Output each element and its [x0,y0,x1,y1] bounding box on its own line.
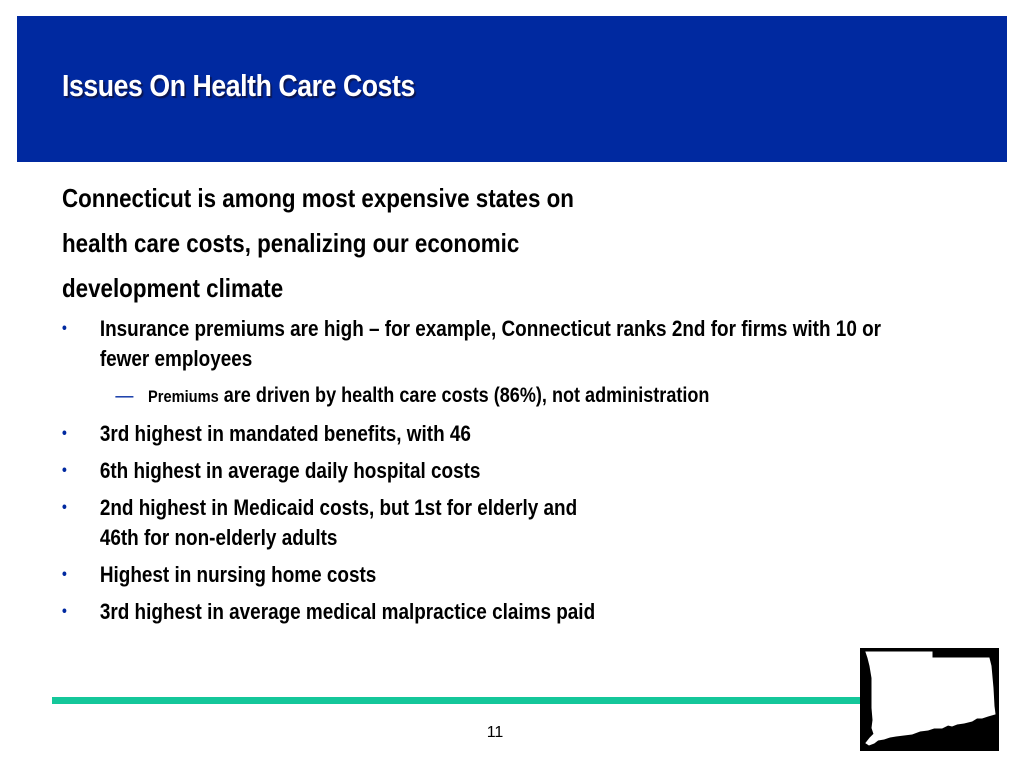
accent-rule [52,697,898,704]
bullet-marker: • [62,320,67,337]
slide-title: Issues On Health Care Costs [62,68,415,103]
bullet-text: 6th highest in average daily hospital costs [99,458,481,483]
connecticut-map-shape [860,648,999,751]
sub-bullet-item [62,381,974,412]
bullet-text: fewer employees [99,346,253,371]
bullet-text: Insurance premiums are high – for example, Connecticut ranks 2nd for firms with 10 or [99,316,882,341]
lead-line: Connecticut is among most expensive states on [62,183,574,213]
bullet-text: Highest in nursing home costs [99,562,377,587]
bullet-item [62,419,974,449]
lead-line: development climate [62,273,284,303]
bullet-item [62,560,974,590]
lead-paragraph [62,176,664,311]
lead-line: health care costs, penalizing our economic [62,228,520,258]
bullet-item [62,597,974,627]
bullet-marker: • [62,462,67,479]
bullet-marker: • [62,603,67,620]
bullet-text: 46th for non-elderly adults [99,525,338,550]
bullet-marker: • [62,425,67,442]
page-number: 11 [486,724,504,741]
bullet-text: 2nd highest in Medicaid costs, but 1st for elderly and [99,495,578,520]
title-bar [17,16,1007,162]
connecticut-map-icon [860,648,999,751]
bullet-text: 3rd highest in average medical malpractice claims paid [99,599,596,624]
sub-bullet-first-word: Premiums [148,387,219,406]
bullet-text: 3rd highest in mandated benefits, with 46 [99,421,471,446]
sub-bullet-text: are driven by health care costs (86%), not administration [218,384,710,407]
bullet-item [62,314,974,374]
bullet-item [62,493,974,553]
bullet-marker: • [62,499,67,516]
bullet-list [62,314,974,634]
bullet-marker: • [62,566,67,583]
sub-bullet-marker: — [115,384,134,407]
bullet-item [62,456,974,486]
